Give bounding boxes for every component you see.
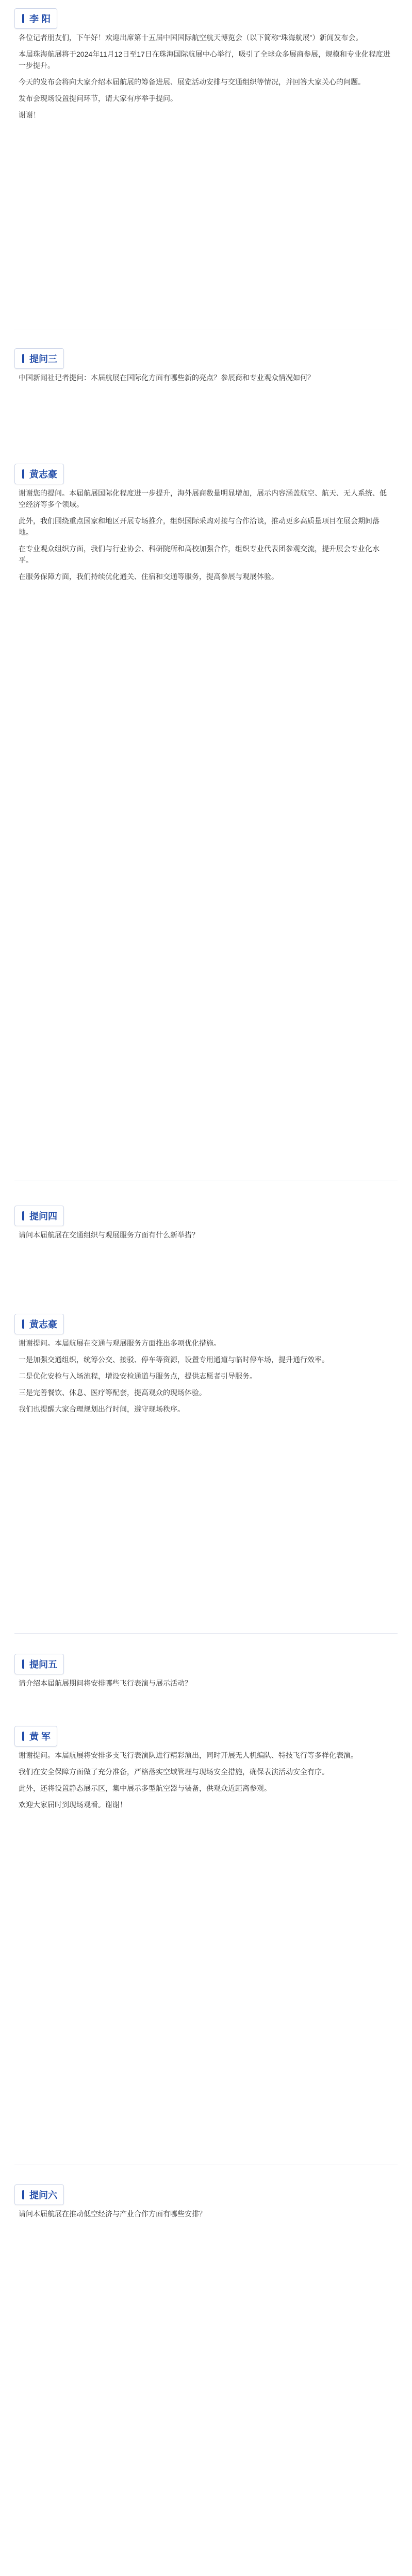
paragraph-group — [19, 372, 393, 388]
speaker-name: 李 阳 — [29, 14, 51, 24]
paragraph: 请介绍本届航展期间将安排哪些飞行表演与展示活动？ — [19, 1679, 192, 1687]
paragraph: 三是完善餐饮、休息、医疗等配套，提高观众的现场体验。 — [19, 1388, 206, 1397]
speaker-tag — [14, 1726, 57, 1747]
paragraph-group — [19, 1677, 393, 1694]
speaker-name: 提问三 — [29, 354, 57, 364]
speaker-name: 黄 军 — [29, 1732, 51, 1742]
paragraph: 二是优化安检与入场流程，增设安检通道与服务点，提供志愿者引导服务。 — [19, 1372, 257, 1380]
paragraph: 一是加强交通组织，统筹公交、接驳、停车等资源，设置专用通道与临时停车场，提升通行效率。 — [19, 1355, 329, 1364]
speaker-tag — [14, 348, 64, 369]
speaker-tag — [14, 1314, 64, 1334]
paragraph: 请问本届航展在推动低空经济与产业合作方面有哪些安排？ — [19, 2210, 206, 2218]
tag-accent — [22, 469, 24, 479]
paragraph-group — [19, 32, 393, 126]
speaker-name: 提问五 — [29, 1659, 57, 1670]
divider — [14, 1633, 398, 1634]
paragraph: 我们也提醒大家合理规划出行时间，遵守现场秩序。 — [19, 1405, 185, 1413]
speaker-tag — [14, 8, 57, 29]
tag-accent — [22, 2190, 24, 2199]
speaker-tag — [14, 2184, 64, 2205]
paragraph: 我们在安全保障方面做了充分准备，严格落实空域管理与现场安全措施，确保表演活动安全有序。 — [19, 1768, 329, 1776]
speaker-name: 黄志豪 — [29, 1319, 57, 1330]
paragraph: 此外，还将设置静态展示区，集中展示多型航空器与装备，供观众近距离参观。 — [19, 1784, 271, 1792]
paragraph: 在服务保障方面，我们持续优化通关、住宿和交通等服务，提高参展与观展体验。 — [19, 572, 278, 581]
paragraph: 谢谢提问。本届航展将安排多支飞行表演队进行精彩演出，同时开展无人机编队、特技飞行等多样化表演。 — [19, 1751, 358, 1759]
tag-accent — [22, 1211, 24, 1221]
paragraph-group — [19, 2208, 393, 2225]
speaker-name: 黄志豪 — [29, 469, 57, 480]
tag-accent — [22, 1732, 24, 1741]
paragraph: 谢谢您的提问。本届航展国际化程度进一步提升，海外展商数量明显增加，展示内容涵盖航空、航天、无人系统、低空经济等多个领域。 — [19, 489, 387, 509]
paragraph: 谢谢！ — [19, 111, 40, 119]
paragraph-group — [19, 1229, 393, 1246]
speaker-tag — [14, 1654, 64, 1674]
speaker-name: 提问六 — [29, 2190, 57, 2200]
paragraph: 在专业观众组织方面，我们与行业协会、科研院所和高校加强合作，组织专业代表团参观交流，提升展会专业化水平。 — [19, 545, 380, 564]
speaker-tag — [14, 464, 64, 484]
paragraph: 谢谢提问。本届航展在交通与观展服务方面推出多项优化措施。 — [19, 1339, 221, 1347]
paragraph: 今天的发布会将向大家介绍本届航展的筹备进展、展览活动安排与交通组织等情况，并回答大家关心的问题。 — [19, 78, 365, 86]
paragraph: 请问本届航展在交通组织与观展服务方面有什么新举措？ — [19, 1231, 199, 1239]
paragraph: 中国新闻社记者提问：本届航展在国际化方面有哪些新的亮点？参展商和专业观众情况如何？ — [19, 374, 315, 382]
speaker-tag — [14, 1206, 64, 1226]
paragraph-group — [19, 1750, 393, 1816]
paragraph: 欢迎大家届时到现场观看。谢谢！ — [19, 1801, 127, 1809]
tag-accent — [22, 1319, 24, 1329]
paragraph-group — [19, 487, 393, 587]
tag-accent — [22, 14, 24, 23]
paragraph: 各位记者朋友们，下午好！欢迎出席第十五届中国国际航空航天博览会（以下简称“珠海航展”）新闻发布会。 — [19, 33, 363, 42]
paragraph: 此外，我们围绕重点国家和地区开展专场推介，组织国际采购对接与合作洽谈，推动更多高质量项目在展会期间落地。 — [19, 517, 380, 536]
tag-accent — [22, 1659, 24, 1669]
speaker-name: 提问四 — [29, 1211, 57, 1222]
paragraph-group — [19, 1337, 393, 1420]
paragraph: 本届珠海航展将于2024年11月12日至17日在珠海国际航展中心举行，吸引了全球众多展商参展，规模和专业化程度进一步提升。 — [19, 50, 390, 70]
paragraph: 发布会现场设置提问环节，请大家有序举手提问。 — [19, 94, 177, 103]
tag-accent — [22, 354, 24, 363]
